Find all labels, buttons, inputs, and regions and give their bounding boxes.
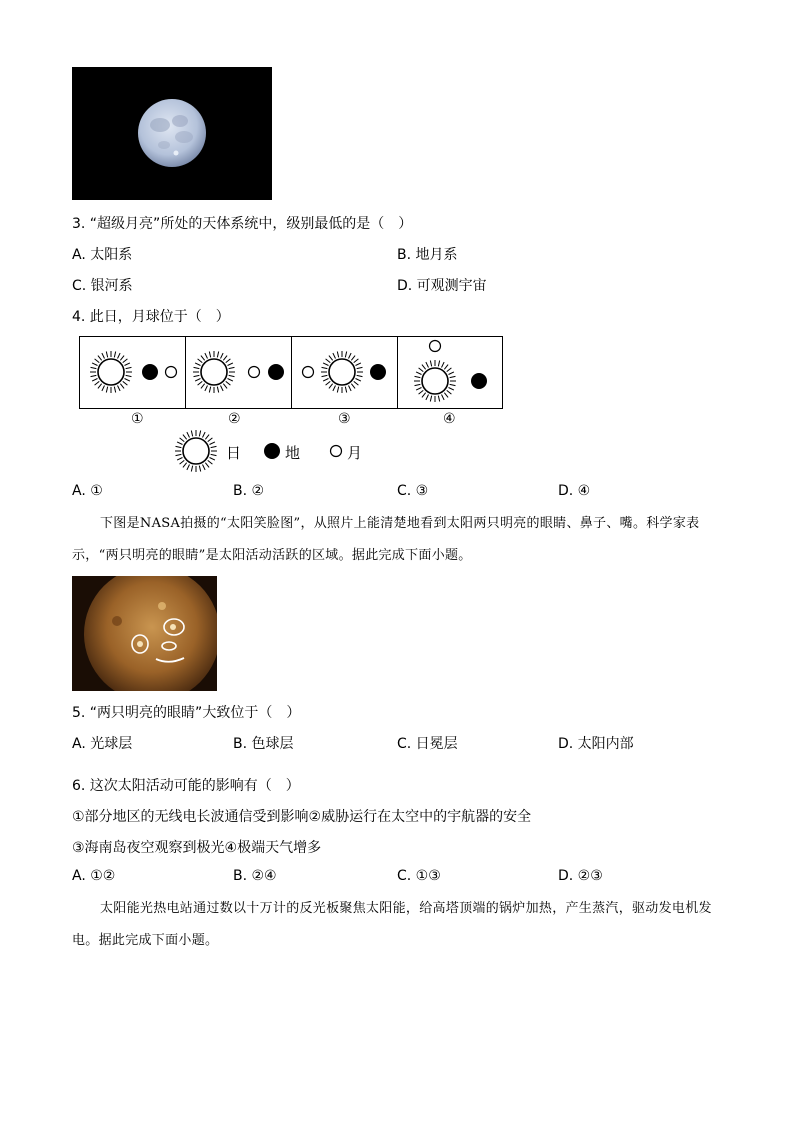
moon-graphic — [72, 67, 272, 200]
legend-sun-label: 日 — [226, 444, 242, 462]
q4-option-b[interactable]: B. ② — [233, 483, 265, 499]
q3-option-d[interactable]: D. 可观测宇宙 — [397, 278, 487, 294]
sun-symbol — [321, 351, 363, 393]
sun-symbol — [90, 351, 132, 393]
position-1-graphic — [80, 337, 186, 407]
legend-sun-icon — [172, 428, 220, 474]
q5-stem: 5. “两只明亮的眼睛”大致位于（ ） — [72, 705, 301, 721]
position-4-graphic — [398, 337, 504, 407]
q4-option-a[interactable]: A. ① — [72, 483, 103, 499]
q6-option-a[interactable]: A. ①② — [72, 868, 116, 884]
full-moon-photo — [72, 67, 272, 200]
q5-option-b[interactable]: B. 色球层 — [233, 736, 294, 752]
q6-option-d[interactable]: D. ②③ — [558, 868, 603, 884]
q5-option-d[interactable]: D. 太阳内部 — [558, 736, 634, 752]
q6-option-b[interactable]: B. ②④ — [233, 868, 277, 884]
diagram-label-3: ③ — [338, 411, 351, 427]
moon-symbol — [249, 367, 260, 378]
q6-statement-line-1: ①部分地区的无线电长波通信受到影响②威胁运行在太空中的宇航器的安全 — [72, 809, 532, 825]
q4-option-d[interactable]: D. ④ — [558, 483, 591, 499]
position-2-graphic — [186, 337, 292, 407]
moon-symbol — [430, 341, 441, 352]
diagram-cell-4 — [398, 337, 504, 408]
legend-earth-icon — [262, 428, 282, 474]
sun-earth-moon-diagram — [79, 336, 503, 409]
moon-symbol — [303, 367, 314, 378]
q6-statement-line-2: ③海南岛夜空观察到极光④极端天气增多 — [72, 840, 322, 856]
diagram-label-4: ④ — [443, 411, 456, 427]
q3-stem: 3. “超级月亮”所处的天体系统中，级别最低的是（ ） — [72, 216, 413, 232]
moon-symbol — [166, 367, 177, 378]
legend-earth-label: 地 — [285, 444, 301, 462]
earth-symbol — [471, 373, 487, 389]
q6-stem: 6. 这次太阳活动可能的影响有（ ） — [72, 778, 300, 794]
q3-option-b[interactable]: B. 地月系 — [397, 247, 458, 263]
sun-smile-photo — [72, 576, 217, 691]
sun-symbol — [193, 351, 235, 393]
q5-option-a[interactable]: A. 光球层 — [72, 736, 133, 752]
legend-moon-label: 月 — [347, 444, 363, 462]
sun-symbol — [414, 360, 456, 402]
diagram-cell-3 — [292, 337, 398, 408]
q4-stem: 4. 此日，月球位于（ ） — [72, 309, 230, 325]
diagram-label-1: ① — [131, 411, 144, 427]
passage-solar-thermal: 太阳能光热电站通过数以十万计的反光板聚焦太阳能，给高塔顶端的锅炉加热，产生蒸汽，驱动发电机发电。据此完成下面小题。 — [72, 901, 712, 948]
q3-option-c[interactable]: C. 银河系 — [72, 278, 133, 294]
sun-smile-graphic — [72, 576, 217, 691]
diagram-label-2: ② — [228, 411, 241, 427]
position-3-graphic — [292, 337, 398, 407]
q6-option-c[interactable]: C. ①③ — [397, 868, 441, 884]
earth-symbol — [370, 364, 386, 380]
q4-option-c[interactable]: C. ③ — [397, 483, 429, 499]
q5-option-c[interactable]: C. 日冕层 — [397, 736, 458, 752]
diagram-legend — [172, 428, 402, 474]
earth-symbol — [268, 364, 284, 380]
diagram-cell-1 — [80, 337, 186, 408]
diagram-cell-2 — [186, 337, 292, 408]
earth-symbol — [142, 364, 158, 380]
q3-option-a[interactable]: A. 太阳系 — [72, 247, 133, 263]
legend-moon-icon — [328, 428, 344, 474]
passage-sun-smile: 下图是NASA拍摄的“太阳笑脸图”，从照片上能清楚地看到太阳两只明亮的眼睛、鼻子、嘴。科学家表示，“两只明亮的眼睛”是太阳活动活跃的区域。据此完成下面小题。 — [72, 516, 700, 563]
